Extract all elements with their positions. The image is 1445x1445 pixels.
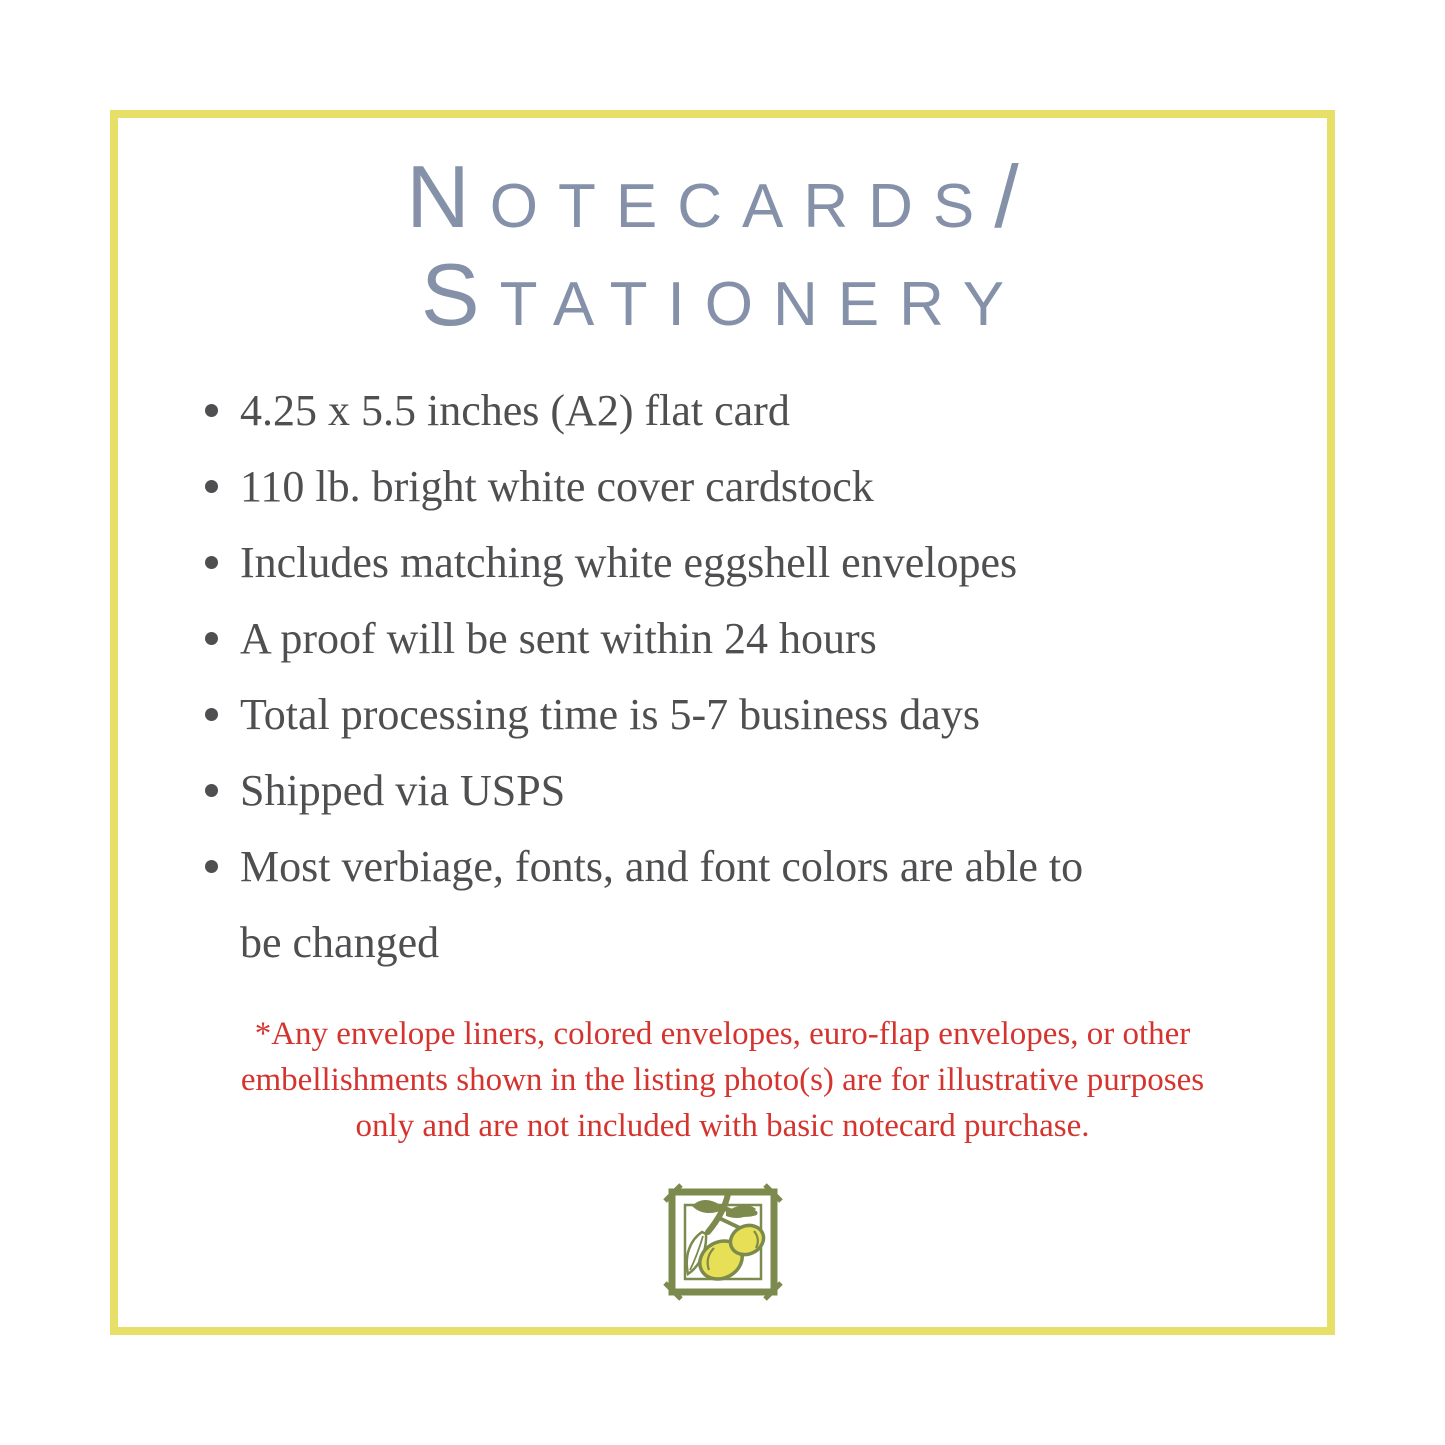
page-title xyxy=(128,148,1317,344)
list-item xyxy=(205,753,1327,829)
list-item xyxy=(205,677,1327,753)
list-item xyxy=(205,829,1327,981)
disclaimer-line-1: *Any envelope liners, colored envelopes, euro-flap envelopes, or other xyxy=(254,1016,1191,1052)
list-item xyxy=(205,601,1327,677)
bullet-icon xyxy=(205,480,218,493)
list-item-text: A proof will be sent within 24 hours xyxy=(240,614,877,663)
list-item-text: 110 lb. bright white cover cardstock xyxy=(240,462,874,511)
disclaimer-line-2: embellishments shown in the listing photo(s) are for illustrative purposes xyxy=(240,1062,1205,1098)
bullet-icon xyxy=(205,708,218,721)
list-item-line-1: Most verbiage, fonts, and font colors are able to xyxy=(240,842,1084,891)
list-item-text: Total processing time is 5-7 business days xyxy=(240,690,980,739)
title-line-1: Notecards/ xyxy=(406,147,1039,246)
list-item-text xyxy=(240,829,1083,981)
list-item-text: 4.25 x 5.5 inches (A2) flat card xyxy=(240,386,790,435)
card-border xyxy=(110,110,1335,1335)
list-item xyxy=(205,373,1327,449)
list-item-text: Shipped via USPS xyxy=(240,766,566,815)
disclaimer-note xyxy=(138,1011,1307,1149)
bullet-icon xyxy=(205,860,218,873)
list-item-text: Includes matching white eggshell envelopes xyxy=(240,538,1018,587)
list-item xyxy=(205,449,1327,525)
title-line-2: Stationery xyxy=(420,245,1025,344)
product-details-list xyxy=(118,373,1327,981)
lemons-logo-icon xyxy=(662,1182,784,1302)
bullet-icon xyxy=(205,784,218,797)
list-item-line-2: be changed xyxy=(240,918,440,967)
bullet-icon xyxy=(205,404,218,417)
lemons-logo-svg xyxy=(662,1182,784,1302)
disclaimer-line-3: only and are not included with basic notecard purchase. xyxy=(355,1108,1090,1144)
bullet-icon xyxy=(205,632,218,645)
list-item xyxy=(205,525,1327,601)
bullet-icon xyxy=(205,556,218,569)
